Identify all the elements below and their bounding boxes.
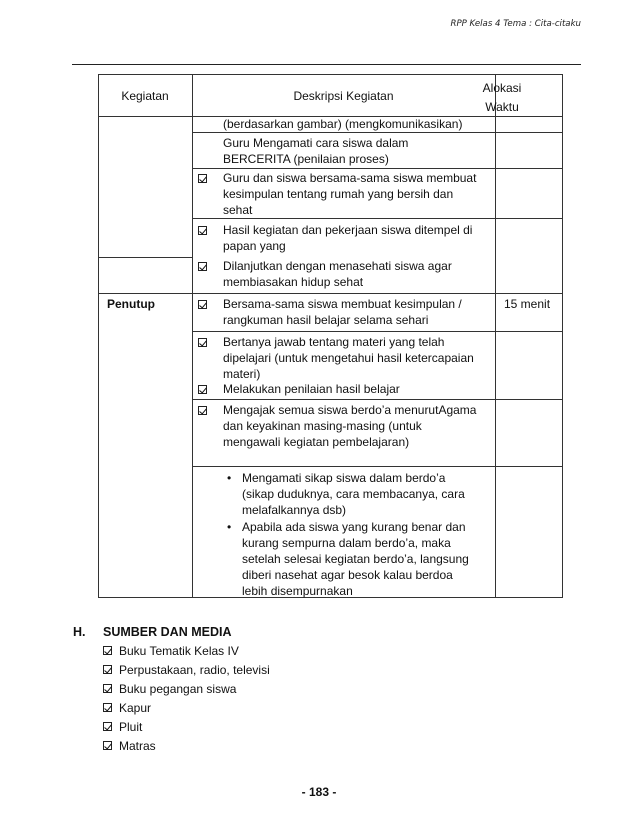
- checkbox-icon: [103, 722, 112, 731]
- alokasi-waktu-value: 15 menit: [504, 297, 551, 311]
- media-item-label: Buku Tematik Kelas IV: [119, 644, 239, 658]
- table-rule: [192, 331, 563, 332]
- header-kegiatan: Kegiatan: [121, 89, 169, 103]
- checkbox-icon: [198, 406, 207, 415]
- running-header: RPP Kelas 4 Tema : Cita-citaku: [450, 19, 581, 29]
- row-text: Guru Mengamati cara siswa dalam BERCERITA (penilaian proses): [223, 136, 409, 166]
- bullet-text: Mengamati sikap siswa dalam berdo’a (sikap duduknya, cara membacanya, cara melafalkannya dsb): [242, 471, 465, 517]
- kegiatan-penutup: Penutup: [107, 297, 155, 311]
- table-rule: [98, 257, 193, 258]
- bullet-icon: •: [227, 520, 232, 534]
- table-col-divider-2: [495, 74, 496, 597]
- checkbox-icon: [198, 385, 207, 394]
- table-rule: [192, 218, 563, 219]
- media-item-label: Matras: [119, 739, 156, 753]
- checkbox-icon: [103, 665, 112, 674]
- header-rule: [72, 64, 581, 65]
- row-text: (berdasarkan gambar) (mengkomunikasikan): [223, 117, 463, 131]
- checkbox-icon: [103, 684, 112, 693]
- row-text: Melakukan penilaian hasil belajar: [223, 382, 400, 396]
- header-deskripsi: Deskripsi Kegiatan: [293, 89, 394, 103]
- checkbox-icon: [198, 338, 207, 347]
- table-border-top: [98, 74, 563, 75]
- row-text: Dilanjutkan dengan menasehati siswa agar membiasakan hidup sehat: [223, 259, 452, 289]
- row-text: Bersama-sama siswa membuat kesimpulan / rangkuman hasil belajar selama sehari: [223, 297, 462, 327]
- checkbox-icon: [103, 703, 112, 712]
- table-border-left: [98, 74, 99, 597]
- table-rule: [98, 293, 563, 294]
- bullet-icon: •: [227, 471, 232, 485]
- media-item-label: Pluit: [119, 720, 143, 734]
- page-number: - 183 -: [301, 785, 337, 799]
- row-text: Mengajak semua siswa berdo’a menurutAgama dan keyakinan masing-masing (untuk mengawali kegiatan pembelajaran): [223, 403, 477, 449]
- bullet-text: Apabila ada siswa yang kurang benar dan kurang sempurna dalam berdo’a, maka setelah selesai kegiatan berdo’a, langsung diberi nasehat agar besok kalau berdoa lebih disempurnakan: [242, 520, 469, 598]
- media-item-label: Buku pegangan siswa: [119, 682, 237, 696]
- header-alokasi-waktu: Alokasi Waktu: [482, 81, 522, 114]
- checkbox-icon: [103, 646, 112, 655]
- table-border-right: [562, 74, 563, 597]
- table-rule: [192, 132, 563, 133]
- table-rule: [192, 168, 563, 169]
- checkbox-icon: [198, 174, 207, 183]
- row-text: Guru dan siswa bersama-sama siswa membuat kesimpulan tentang rumah yang bersih dan sehat: [223, 171, 477, 217]
- section-title: SUMBER DAN MEDIA: [103, 625, 232, 639]
- section-letter: H.: [73, 625, 86, 639]
- table-col-divider-1: [192, 74, 193, 597]
- checkbox-icon: [198, 300, 207, 309]
- checkbox-icon: [103, 741, 112, 750]
- checkbox-icon: [198, 226, 207, 235]
- checkbox-icon: [198, 262, 207, 271]
- row-text: Bertanya jawab tentang materi yang telah dipelajari (untuk mengetahui hasil ketercapaian materi): [223, 335, 474, 381]
- media-item-label: Perpustakaan, radio, televisi: [119, 663, 270, 677]
- table-rule: [192, 466, 563, 467]
- media-item-label: Kapur: [119, 701, 152, 715]
- table-rule: [192, 399, 563, 400]
- row-text: Hasil kegiatan dan pekerjaan siswa ditempel di papan yang: [223, 223, 473, 253]
